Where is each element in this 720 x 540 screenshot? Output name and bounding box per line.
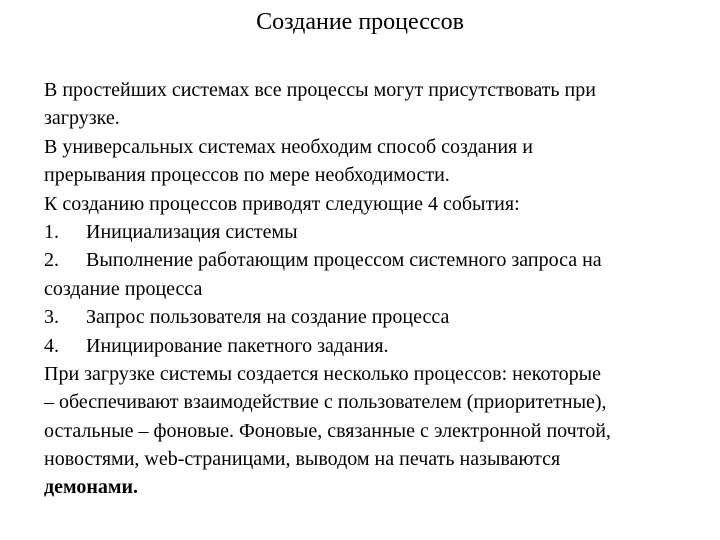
text-line: новостями, web-страницами, выводом на печать называются [44,448,561,471]
list-item [44,303,716,331]
text-line: загрузке. [44,107,120,130]
text-line: остальные – фоновые. Фоновые, связанные с электронной почтой, [44,419,611,442]
list-number: 1. [44,220,59,243]
list-item [44,332,716,360]
text-line: прерывания процессов по мере необходимости. [44,164,450,187]
list-item [44,246,716,274]
text-line: К созданию процессов приводят следующие 4 события: [44,192,520,215]
text-line [44,473,716,501]
page-title: Создание процессов [256,9,464,35]
list-item-text: Инициализация системы [86,220,298,243]
list-item [44,218,716,246]
text-line: – обеспечивают взаимодействие с пользователем (приоритетные), [44,391,607,414]
bold-period: . [133,476,139,499]
list-number: 4. [44,334,59,357]
list-number: 2. [44,249,59,272]
text-line: При загрузке системы создается несколько процессов: некоторые [44,362,601,385]
slide-body [44,76,716,502]
text-line: В простейших системах все процессы могут присутствовать при [44,79,596,101]
list-item-text: Запрос пользователя на создание процесса [86,306,450,329]
list-item-text: Инициирование пакетного задания. [86,334,389,357]
list-number: 3. [44,306,59,329]
text-line: В универсальных системах необходим способ создания и [44,135,533,158]
list-item-text: Выполнение работающим процессом системного запроса на [86,249,602,272]
text-line: создание процесса [44,277,203,300]
bold-term: демонами [44,476,134,499]
